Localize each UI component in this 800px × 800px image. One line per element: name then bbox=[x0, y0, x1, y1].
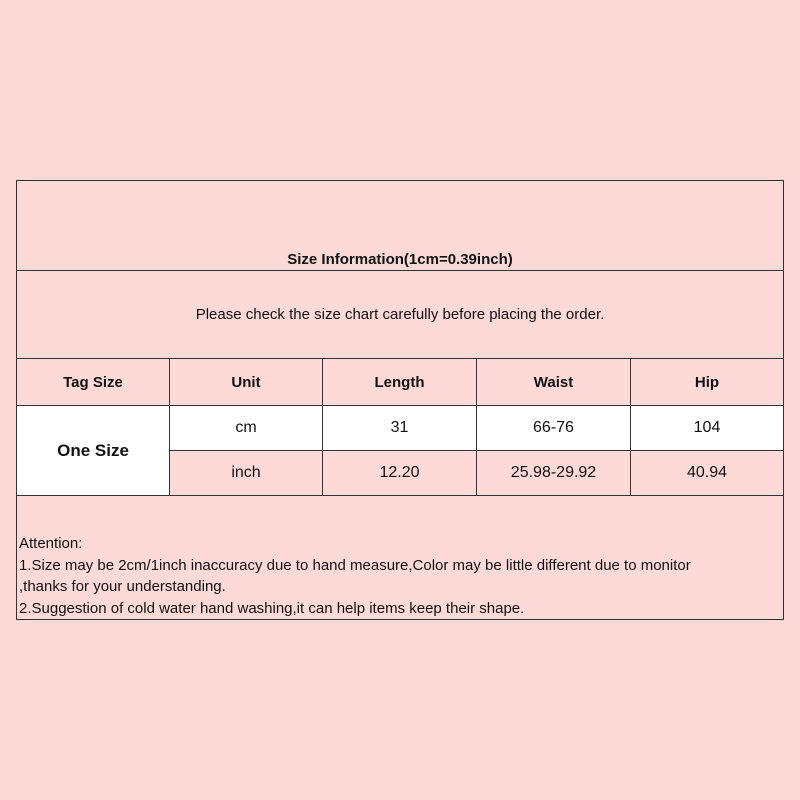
size-chart-title: Size Information(1cm=0.39inch) bbox=[287, 251, 513, 268]
tag-size-cell: One Size bbox=[17, 406, 170, 496]
attention-line-2: 2.Suggestion of cold water hand washing,it can help items keep their shape. bbox=[19, 599, 525, 617]
size-table bbox=[17, 359, 783, 496]
header-hip: Hip bbox=[631, 359, 783, 406]
header-tag-size: Tag Size bbox=[17, 359, 170, 406]
attention-line-1a: 1.Size may be 2cm/1inch inaccuracy due to hand measure,Color may be little different due to monitor bbox=[19, 556, 691, 574]
header-waist: Waist bbox=[477, 359, 631, 406]
cm-hip-cell: 104 bbox=[631, 406, 783, 451]
attention-heading: Attention: bbox=[19, 535, 83, 552]
notice-row bbox=[17, 271, 783, 359]
notice-text: Please check the size chart carefully before placing the order. bbox=[195, 306, 605, 323]
attention-line-1b: ,thanks for your understanding. bbox=[19, 578, 226, 595]
inch-unit-cell: inch bbox=[170, 451, 323, 496]
cm-waist-cell: 66-76 bbox=[477, 406, 631, 451]
inch-waist-cell: 25.98-29.92 bbox=[477, 451, 631, 496]
cm-length-cell: 31 bbox=[323, 406, 477, 451]
header-unit: Unit bbox=[170, 359, 323, 406]
attention-notes bbox=[19, 533, 779, 619]
header-length: Length bbox=[323, 359, 477, 406]
cm-unit-cell: cm bbox=[170, 406, 323, 451]
size-chart bbox=[16, 180, 784, 620]
title-row bbox=[17, 181, 783, 271]
inch-length-cell: 12.20 bbox=[323, 451, 477, 496]
inch-hip-cell: 40.94 bbox=[631, 451, 783, 496]
